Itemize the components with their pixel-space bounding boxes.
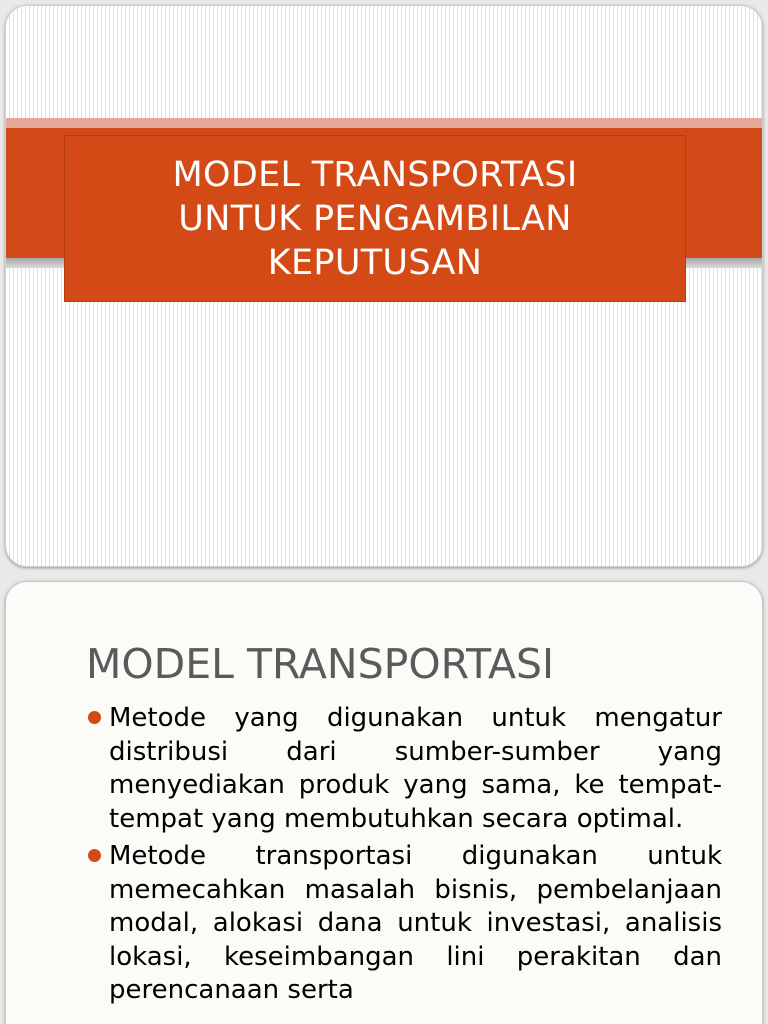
content-slide <box>5 581 763 1024</box>
title-slide <box>5 5 763 567</box>
bullet-icon <box>88 849 101 862</box>
bullet-text: Metode transportasi digunakan untuk memecahkan masalah bisnis, pembelanjaan modal, alokasi dana untuk investasi, analisis lokasi, keseimbangan lini perakitan dan perencanaan serta <box>109 841 722 1005</box>
slide-title: MODEL TRANSPORTASI UNTUK PENGAMBILAN KEPUTUSAN <box>172 154 578 283</box>
bullet-item <box>86 840 722 1008</box>
title-band-highlight <box>6 118 762 128</box>
slide-heading: MODEL TRANSPORTASI <box>86 640 555 688</box>
bullet-text: Metode yang digunakan untuk mengatur distribusi dari sumber-sumber yang menyediakan produk yang sama, ke tempat-tempat yang membutuhkan secara optimal. <box>109 703 722 834</box>
bullet-item <box>86 702 722 836</box>
bullet-icon <box>88 711 101 724</box>
title-box <box>64 135 686 302</box>
bullet-list <box>86 702 722 1012</box>
